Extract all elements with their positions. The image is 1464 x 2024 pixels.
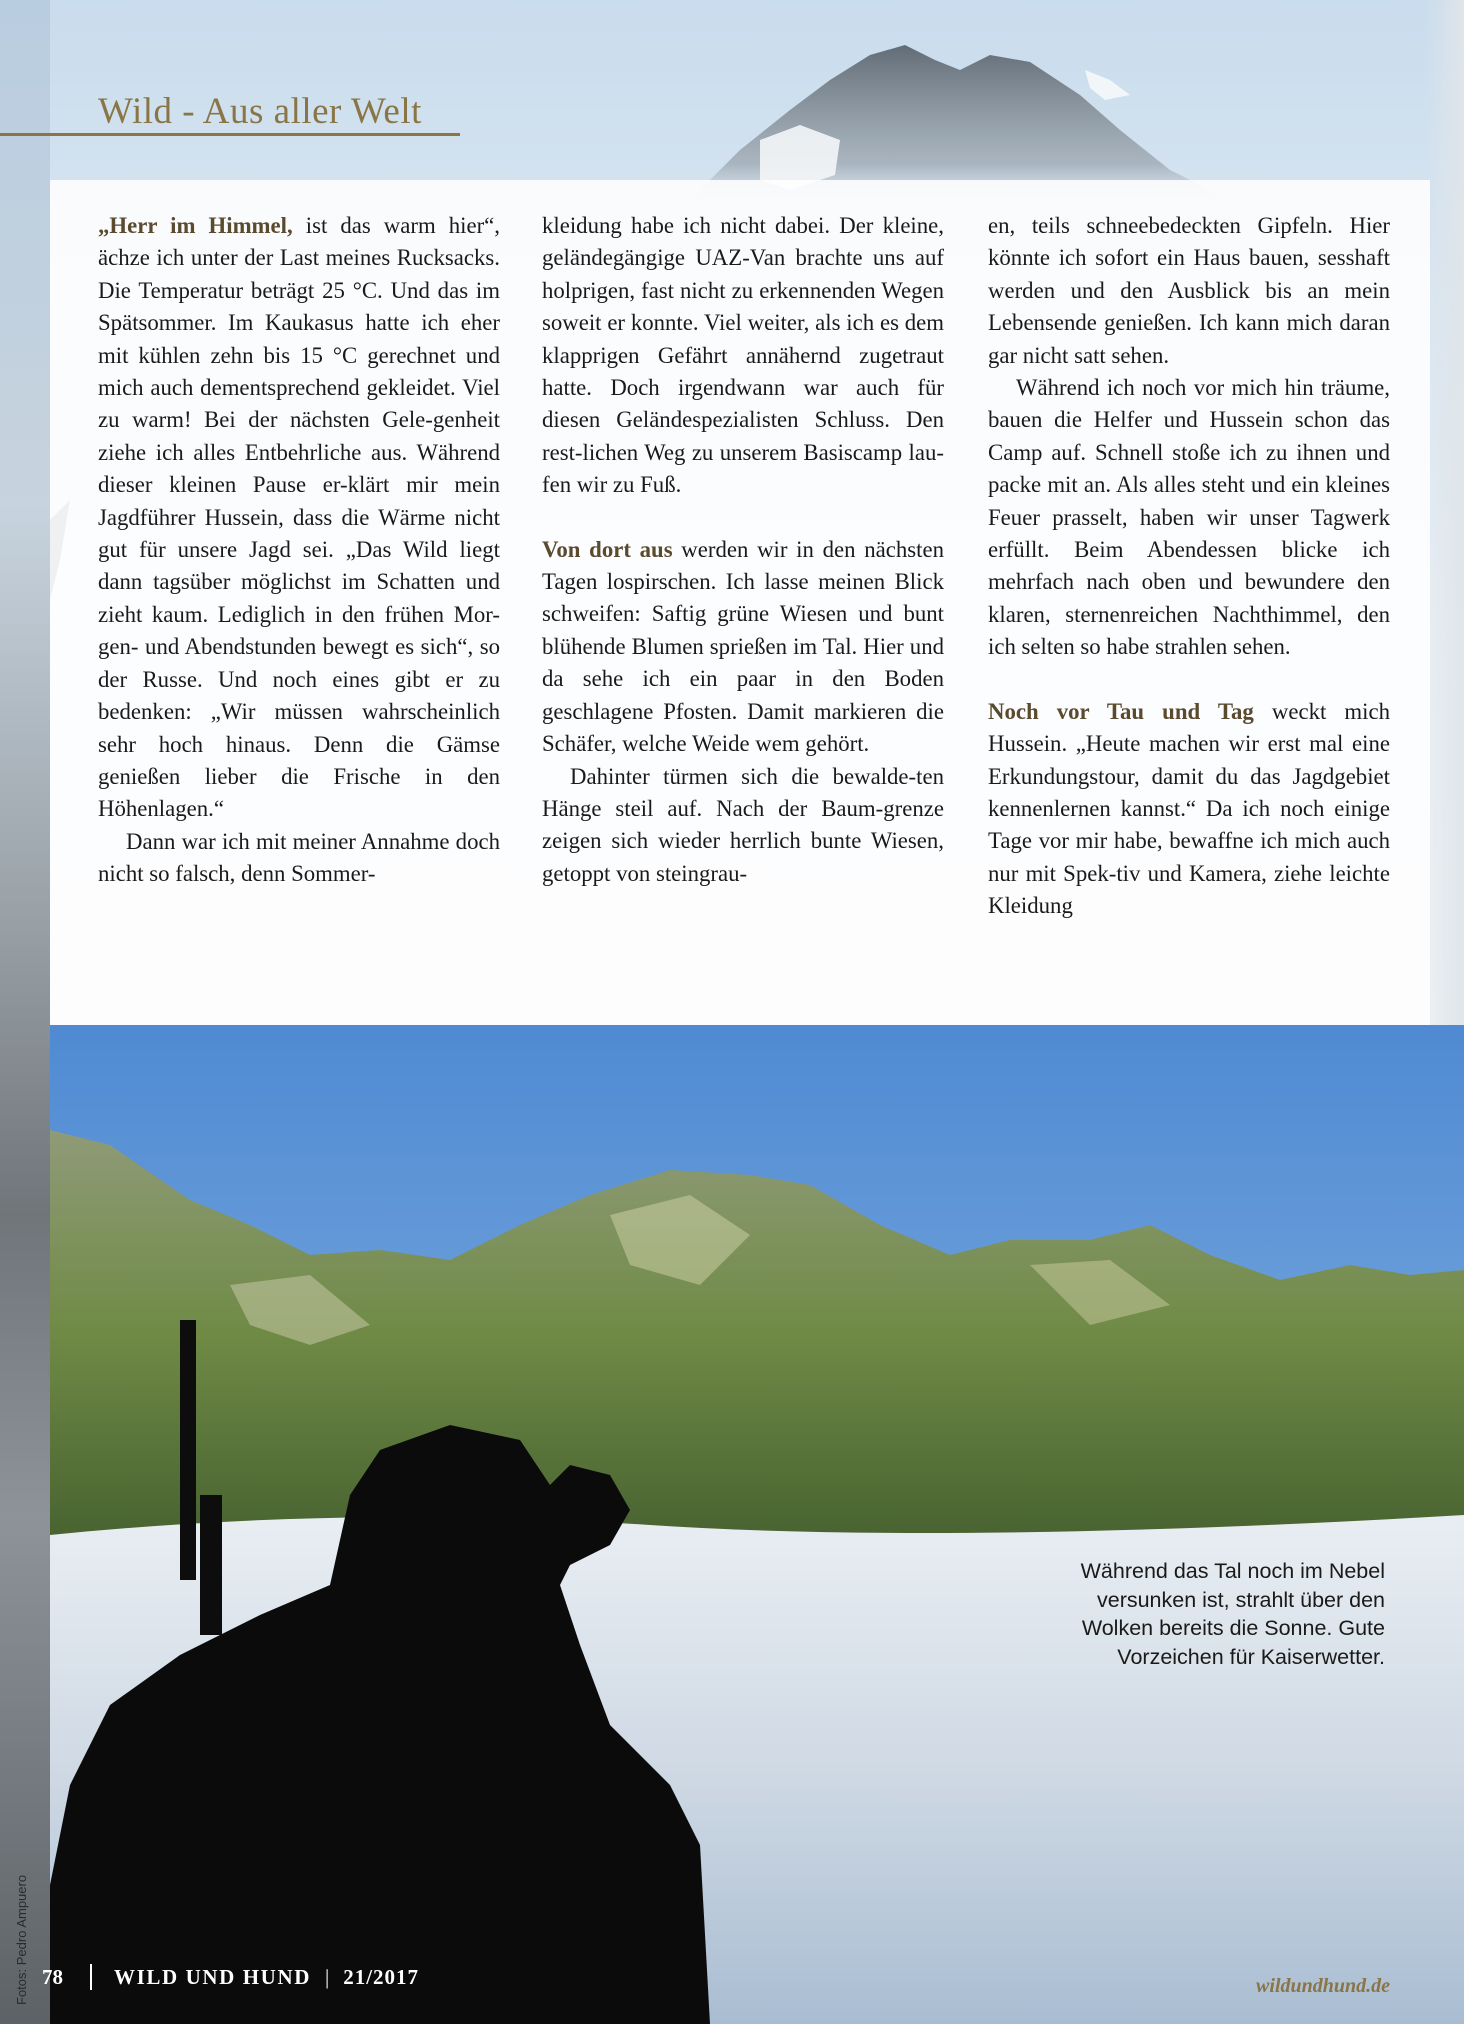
paragraph-text: ist das warm hier“, ächze ich unter der Last meines Rucksacks. Die Temperatur beträgt 25 °C. Und das im Spätsommer. Im Kaukasus hatte ich eher mit kühlen zehn bis 15 °C gerechnet und mich auch dementsprechend gekleidet. Viel zu warm! Bei der nächsten Gele-genheit ziehe ich alles Entbehrliche aus. Während dieser kleinen Pause er-klärt mir mein Jagdführer Hussein, dass die Wärme nicht gut für unsere Jagd sei. „Das Wild liegt dann tagsüber möglichst im Schatten und zieht kaum. Lediglich in den frühen Mor-gen- und Abendstunden bewegt es sich“, so der Russe. Und noch eines gibt er zu bedenken: „Wir müssen wahrscheinlich sehr hoch hinaus. Denn die Gämse genießen lieber die Frische in den Höhenlagen.“	[98, 213, 500, 822]
article-column-1	[98, 210, 500, 891]
issue-number: 21/2017	[343, 1964, 420, 1989]
page-number: 78	[42, 1964, 63, 1989]
page-footer	[42, 1960, 419, 1994]
photo-caption: Während das Tal noch im Nebel versunken ist, strahlt über den Wolken bereits die Sonne. Gute Vorzeichen für Kaiserwetter.	[1080, 1559, 1385, 1669]
footer-divider	[90, 1964, 92, 1990]
paragraph	[988, 696, 1390, 923]
paragraph: Dahinter türmen sich die bewalde-ten Hänge steil auf. Nach der Baum-grenze zeigen sich wieder herrlich bunte Wiesen, getoppt von steingrau-	[542, 763, 944, 886]
website-link[interactable]: wildundhund.de	[1256, 1975, 1390, 1997]
paragraph-text: weckt mich Hussein. „Heute machen wir erst mal eine Erkundungstour, damit du das Jagdgebiet kennenlernen kannst.“ Da ich noch einige Tage vor mir habe, bewaffne ich mich auch nur mit Spek-tiv und Kamera, ziehe leichte Kleidung	[988, 698, 1390, 919]
right-edge-fade	[1424, 0, 1464, 1030]
paragraph: Während ich noch vor mich hin träume, bauen die Helfer und Hussein schon das Camp auf. Schnell stoße ich zu ihnen und packe mit an. Als alles steht und ein kleines Feuer prasselt, haben wir unser Tagwerk erfüllt. Beim Abendessen blicke ich mehrfach nach oben und bewundere den klaren, sternenreichen Nachthimmel, den ich selten so habe strahlen sehen.	[988, 375, 1390, 660]
lead-in: „Herr im Himmel,	[98, 213, 293, 238]
section-title: Wild - Aus aller Welt	[98, 91, 422, 132]
left-edge-mountain-strip	[0, 0, 50, 2024]
header-rule	[0, 133, 460, 136]
paragraph	[98, 210, 500, 826]
paragraph: en, teils schneebedeckten Gipfeln. Hier könnte ich sofort ein Haus bauen, sesshaft werden und den Ausblick bis an mein Lebensende genießen. Ich kann mich daran gar nicht satt sehen.	[988, 213, 1390, 368]
paragraph: Dann war ich mit meiner Annahme doch nicht so falsch, denn Sommer-	[98, 828, 500, 887]
paragraph-text: werden wir in den nächsten Tagen lospirschen. Ich lasse meinen Blick schweifen: Saftig grüne Wiesen und bunt blühende Blumen sprießen im Tal. Hier und da sehe ich ein paar in den Boden geschlagene Pfosten. Damit markieren die Schäfer, welche Weide wem gehört.	[542, 536, 944, 757]
photo-credit	[14, 1874, 54, 2015]
paragraph	[542, 534, 944, 761]
paragraph: kleidung habe ich nicht dabei. Der kleine, geländegängige UAZ-Van brachte uns auf holprigen, fast nicht zu erkennenden Wegen soweit er konnte. Viel weiter, als ich es dem klapprigen Gefährt annähernd zugetraut hatte. Doch irgendwann war auch für diesen Geländespezialisten Schluss. Den rest-lichen Weg zu unserem Basiscamp lau-fen wir zu Fuß.	[542, 213, 944, 498]
photo-credit-text: Fotos: Pedro Ampuero	[14, 1874, 29, 2005]
lead-in: Noch vor Tau und Tag	[988, 698, 1254, 724]
article-column-2	[542, 210, 944, 890]
magazine-name: WILD UND HUND	[114, 1964, 311, 1989]
article-column-3	[988, 210, 1390, 923]
hunter-binoculars-photo	[50, 1025, 1464, 2024]
section-header	[98, 90, 458, 133]
footer-separator: |	[324, 1964, 330, 1989]
lead-in: Von dort aus	[542, 536, 673, 562]
photo-illustration	[50, 1025, 1464, 2024]
